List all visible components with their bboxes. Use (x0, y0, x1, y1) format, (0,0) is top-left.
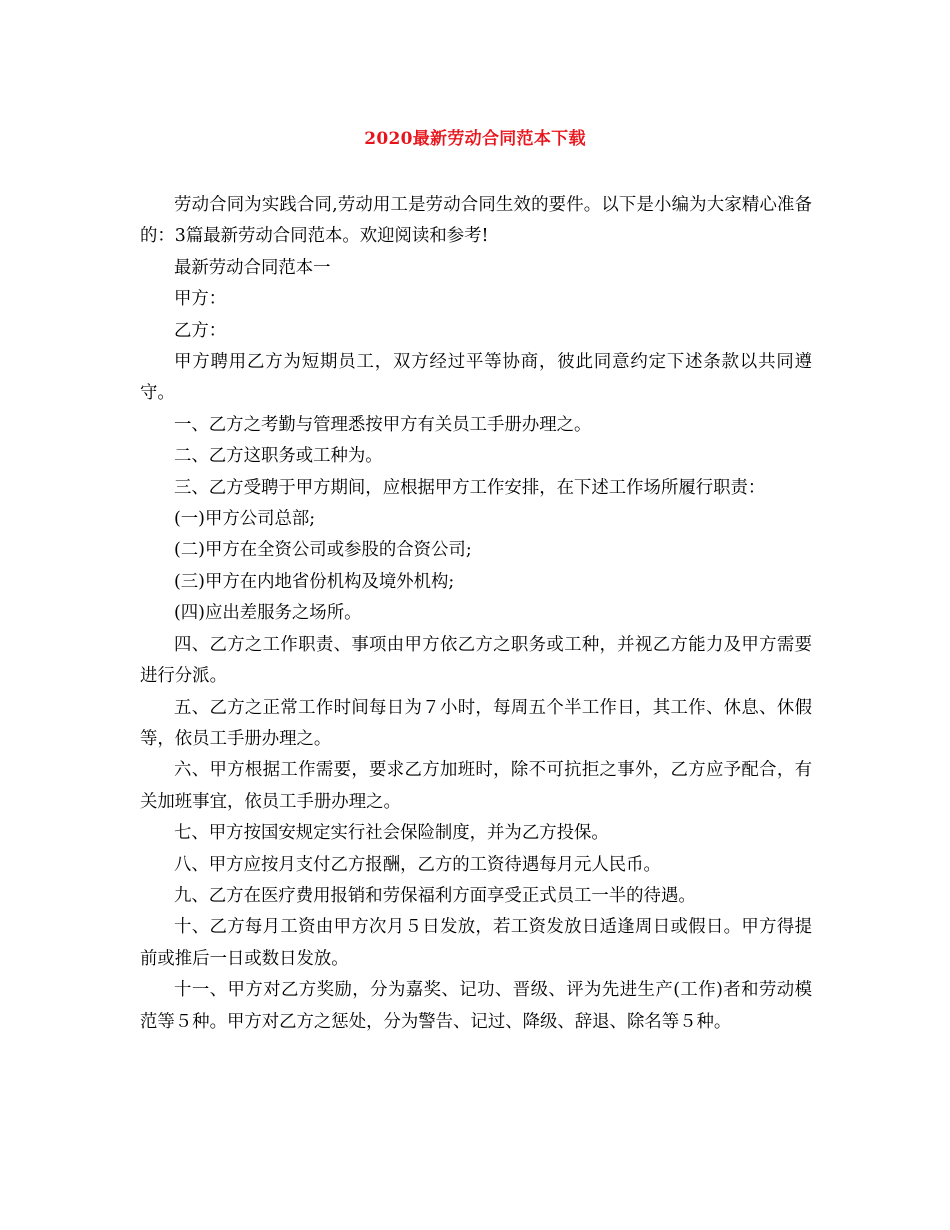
paragraph-clause-3-item-3: (三)甲方在内地省份机构及境外机构; (174, 571, 455, 592)
paragraph-clause-10: 十、乙方每月工资由甲方次月５日发放，若工资发放日适逢周日或假日。甲方得提前或推后一日或数日发放。 (140, 917, 812, 969)
paragraph-clause-3: 三、乙方受聘于甲方期间，应根据甲方工作安排，在下述工作场所履行职责： (174, 477, 766, 498)
document-body (140, 190, 812, 1038)
paragraph-intro: 劳动合同为实践合同,劳动用工是劳动合同生效的要件。以下是小编为大家精心准备的：3篇最新劳动合同范本。欢迎阅读和参考! (140, 195, 812, 247)
paragraph-section-heading: 最新劳动合同范本一 (174, 257, 331, 278)
document-title: 2020最新劳动合同范本下载 (364, 129, 586, 149)
paragraph-clause-8: 八、甲方应按月支付乙方报酬，乙方的工资待遇每月元人民币。 (174, 854, 661, 875)
paragraph-clause-3-item-4: (四)应出差服务之场所。 (174, 603, 362, 624)
paragraph-clause-5: 五、乙方之正常工作时间每日为７小时，每周五个半工作日，其工作、休息、休假等，依员工手册办理之。 (140, 697, 812, 749)
paragraph-clause-1: 一、乙方之考勤与管理悉按甲方有关员工手册办理之。 (174, 414, 592, 435)
paragraph-party-a: 甲方： (174, 289, 227, 310)
paragraph-clause-7: 七、甲方按国安规定实行社会保险制度，并为乙方投保。 (174, 823, 609, 844)
paragraph-clause-4: 四、乙方之工作职责、事项由甲方依乙方之职务或工种，并视乙方能力及甲方需要进行分派。 (140, 634, 812, 687)
paragraph-clause-9: 九、乙方在医疗费用报销和劳保福利方面享受正式员工一半的待遇。 (174, 885, 696, 906)
paragraph-clause-2: 二、乙方这职务或工种为。 (174, 446, 383, 467)
paragraph-clause-3-item-1: (一)甲方公司总部; (174, 509, 316, 530)
paragraph-clause-11: 十一、甲方对乙方奖励，分为嘉奖、记功、晋级、评为先进生产(工作)者和劳动模范等５种。甲方对乙方之惩处，分为警告、记过、降级、辞退、除名等５种。 (140, 980, 812, 1032)
paragraph-party-b: 乙方： (174, 320, 227, 341)
paragraph-clause-6: 六、甲方根据工作需要，要求乙方加班时，除不可抗拒之事外，乙方应予配合，有关加班事宜，依员工手册办理之。 (140, 760, 812, 812)
paragraph-clause-3-item-2: (二)甲方在全资公司或参股的合资公司; (174, 540, 472, 561)
paragraph-agreement: 甲方聘用乙方为短期员工，双方经过平等协商，彼此同意约定下述条款以共同遵守。 (140, 352, 812, 404)
